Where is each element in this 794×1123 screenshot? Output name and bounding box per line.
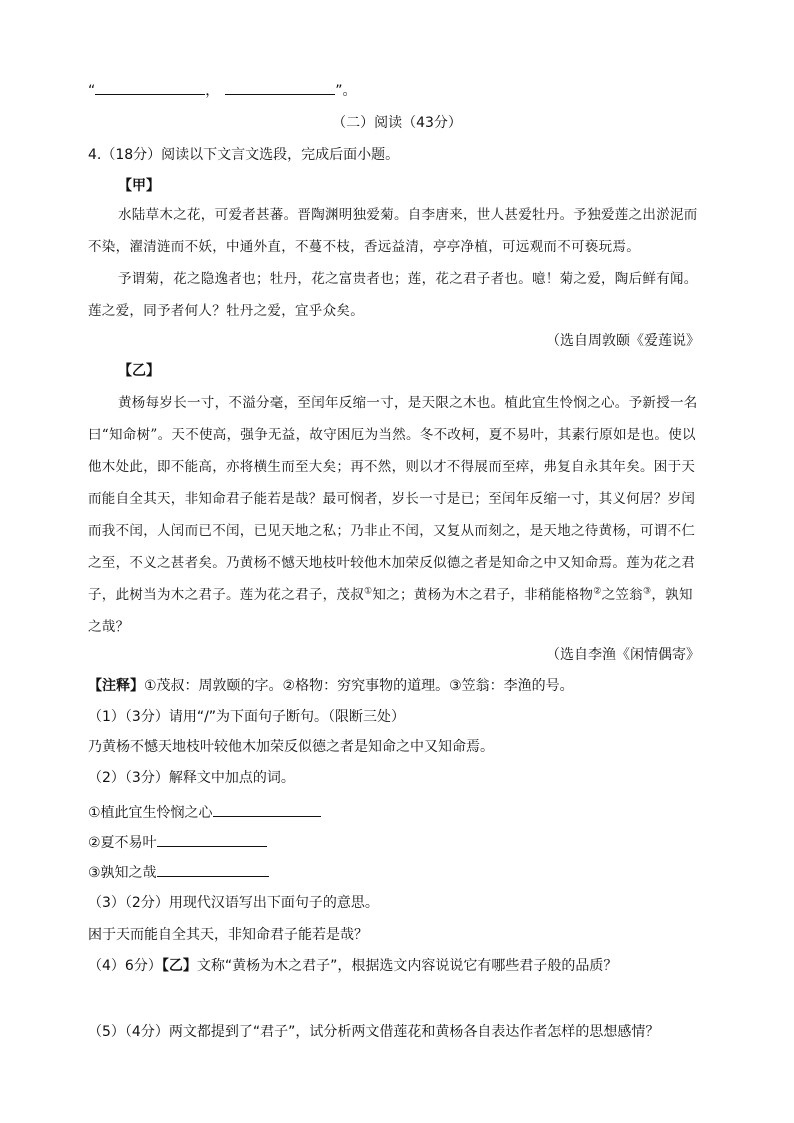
section-title: （二）阅读（43分） (332, 115, 462, 131)
yi-line-8: 之哉？ (88, 619, 130, 635)
jia-line-1: 水陆草木之花，可爱者甚蕃。晋陶渊明独爱菊。自李唐来，世人甚爱牡丹。予独爱莲之出淤泥而 (118, 207, 698, 223)
q2-answer-blank-2[interactable] (157, 832, 267, 847)
notes-label: 【注释】 (88, 678, 144, 694)
yi-line-1: 黄杨每岁长一寸，不溢分毫，至闰年反缩一寸，是天限之木也。植此宜生怜悯之心。予新授一名 (118, 395, 698, 411)
yi-line-7-part-4: ，孰知 (651, 587, 693, 603)
q2-item-3-text: ③孰知之哉 (88, 865, 157, 881)
q4-prefix: （4）6分） (88, 958, 162, 974)
q4-text: 文称“黄杨为木之君子”，根据选文内容说说它有哪些君子般的品质？ (196, 958, 618, 974)
yi-source: （选自李渔《闲情偶寄》 (546, 647, 700, 663)
close-quote: ”。 (335, 83, 357, 99)
passage-yi-label: 【乙】 (118, 363, 160, 379)
notes-text: ①茂叔：周敦颐的字。②格物：穷究事物的道理。③笠翁：李渔的号。 (144, 678, 574, 694)
jia-line-4: 莲之爱，同予者何人？牡丹之爱，宜乎众矣。 (88, 303, 364, 319)
yi-line-7 (88, 585, 693, 605)
answer-blank-1[interactable] (95, 80, 205, 95)
yi-line-5: 而我不闰，人闰而已不闰，已见天地之私；乃非止不闰，又复从而刻之，是天地之待黄杨，可谓不仁 (88, 523, 696, 539)
q1-sentence: 乃黄杨不憾天地枝叶较他木加荣反似德之者是知命之中又知命焉。 (88, 739, 494, 755)
q5-prompt: （5）（4分）两文都提到了“君子”，试分析两文借莲花和黄杨各自表达作者怎样的思想感情？ (88, 1024, 660, 1040)
yi-line-7-part-1: 子，此树当为木之君子。莲为花之君子，茂叔 (88, 587, 364, 603)
yi-line-6: 之至，不义之甚者矣。乃黄杨不憾天地枝叶较他木加荣反似德之者是知命之中又知命焉。莲为花之君 (88, 555, 696, 571)
jia-line-2: 不染，濯清涟而不妖，中通外直，不蔓不枝，香远益清，亭亭净植，可远观而不可亵玩焉。 (88, 239, 640, 255)
yi-line-7-part-2: 知之；黄杨为木之君子，非稍能格物 (372, 587, 594, 603)
yi-line-3: 他木处此，即不能高，亦将横生而至大矣；再不然，则以才不得展而至瘁，弗复自永其年矣。困于天 (88, 459, 696, 475)
q2-answer-blank-1[interactable] (213, 802, 321, 817)
q1-prompt: （1）（3分）请用“/”为下面句子断句。（限断三处） (88, 709, 406, 725)
q4-bold-label: 【乙】 (161, 958, 197, 974)
q2-item-1-text: ①植此宜生怜悯之心 (88, 805, 213, 821)
q4-prompt (88, 956, 617, 976)
yi-line-4: 而能自全其天，非知命君子能若是哉？最可悯者，岁长一寸是已；至闰年反缩一寸，其义何居？岁闰 (88, 491, 696, 507)
fill-blank-line (88, 80, 357, 101)
q2-answer-blank-3[interactable] (157, 862, 269, 877)
q2-item-3 (88, 862, 269, 883)
footnote-marker-3: ③ (642, 586, 652, 597)
footnote-marker-2: ② (593, 586, 602, 597)
answer-blank-2[interactable] (225, 80, 335, 95)
passage-jia-label: 【甲】 (118, 178, 160, 194)
q3-prompt: （3）（2分）用现代汉语写出下面句子的意思。 (88, 895, 379, 911)
question-4-heading: 4.（18分）阅读以下文言文选段，完成后面小题。 (88, 147, 400, 163)
q2-item-2 (88, 832, 267, 853)
q2-item-1 (88, 802, 321, 823)
comma: ， (205, 83, 220, 99)
open-quote: “ (88, 83, 96, 99)
jia-source: （选自周敦颐《爱莲说》 (546, 333, 700, 349)
q2-prompt: （2）（3分）解释文中加点的词。 (88, 770, 295, 786)
q2-item-2-text: ②夏不易叶 (88, 835, 157, 851)
notes (88, 676, 574, 696)
footnote-marker-1: ① (364, 586, 373, 597)
yi-line-2: 曰“知命树”。天不使高，强争无益，故守困厄为当然。冬不改柯，夏不易叶，其素行原如是也。使以 (88, 427, 696, 443)
q3-sentence: 困于天而能自全其天，非知命君子能若是哉？ (88, 927, 368, 943)
yi-line-7-part-3: 之笠翁 (601, 587, 643, 603)
jia-line-3: 予谓菊，花之隐逸者也；牡丹，花之富贵者也；莲，花之君子者也。噫！菊之爱，陶后鲜有闻。 (118, 271, 698, 287)
